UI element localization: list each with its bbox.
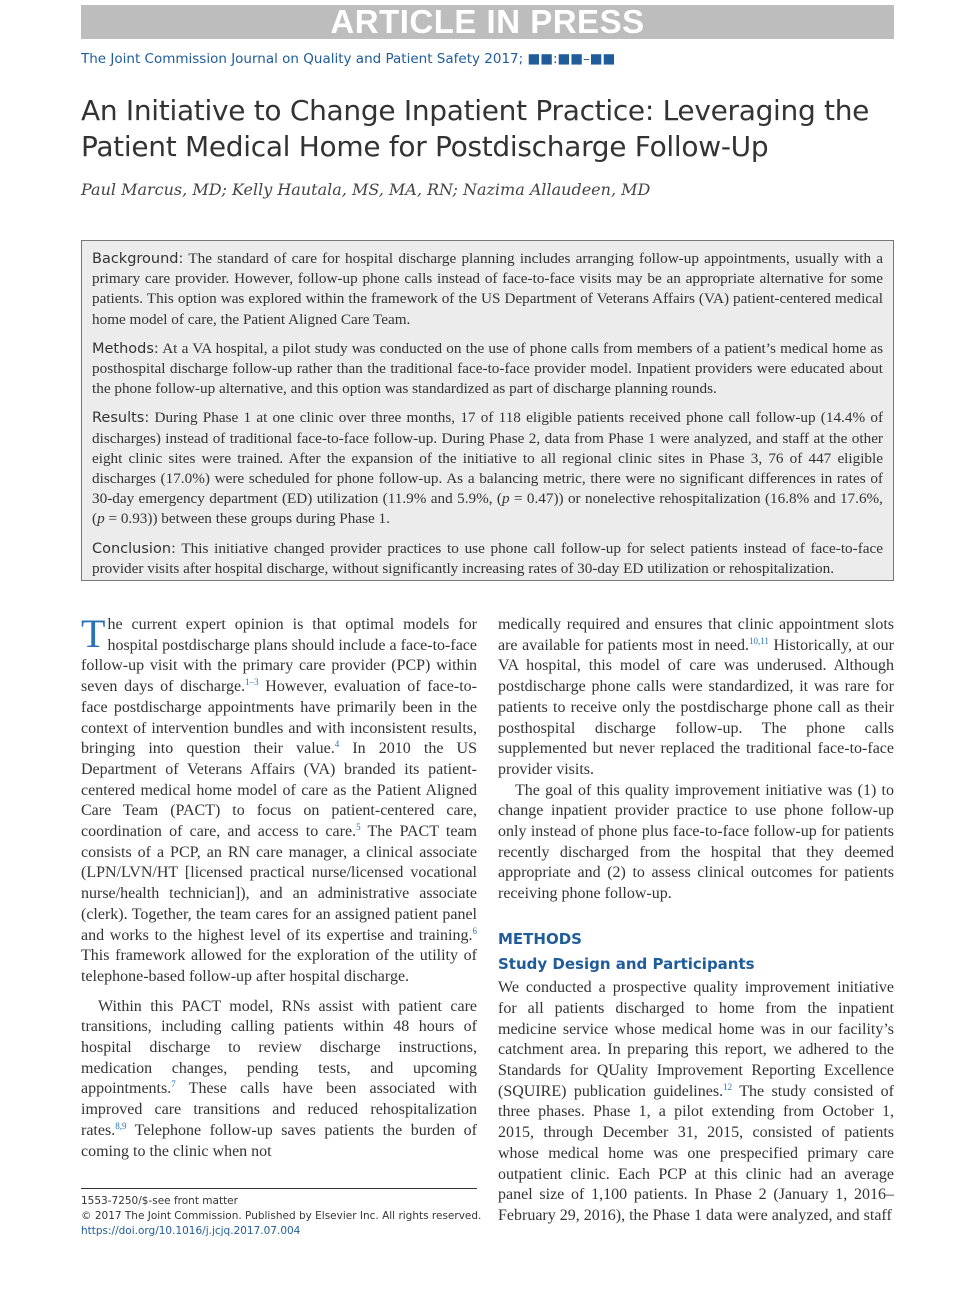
abstract-results xyxy=(92,408,883,529)
citation-link[interactable]: 12 xyxy=(723,1081,733,1092)
abstract-box xyxy=(81,240,894,581)
citation-link[interactable]: 4 xyxy=(334,739,340,750)
article-in-press-banner: ARTICLE IN PRESS xyxy=(81,5,894,39)
copyright-line: © 2017 The Joint Commission. Published by Elsevier Inc. All rights reserved. xyxy=(81,1210,482,1222)
author-list: Paul Marcus, MD; Kelly Hautala, MS, MA, RN; Nazima Allaudeen, MD xyxy=(81,180,651,199)
abstract-methods xyxy=(92,339,883,400)
intro-paragraph-2 xyxy=(81,997,477,1163)
paragraph-text: The PACT team consists of a PCP, an RN care manager, a clinical associate (LPN/LVN/HT [licensed practical nurse/licensed vocational nurse/health technician]), and an administrative associate (clerk). Together, the team cares for an assigned patient panel and works to the highest level of its expertise and training. xyxy=(81,823,477,944)
paragraph-text: medically required and ensures that clinic appointment slots are available for patients most in need. xyxy=(498,616,894,654)
drop-cap: T xyxy=(81,611,106,656)
background-text: The standard of care for hospital discharge planning includes arranging follow-up appointments, usually with a primary care provider. However, follow-up phone calls instead of face-to-face visits may be an appropriate alternative for some patients. This option was explored within the framework of the US Department of Veterans Affairs (VA) patient-centered medical home model of care, the Patient Aligned Care Team. xyxy=(92,250,883,328)
abstract-conclusion xyxy=(92,539,883,579)
results-text: During Phase 1 at one clinic over three months, 17 of 118 eligible patients received phone call follow-up (14.4% of discharges) instead of traditional face-to-face follow-up. During Phase 2, data from Phase 1 were analyzed, and staff at the other eight clinic sites were trained. After the expansion of the initiative to all regional clinic sites in Phase 3, 76 of 447 eligible discharges (17.0%) were scheduled for phone follow-up. As a balancing metric, there were no significant differences in rates of 30-day emergency department (ED) utilization (11.9% and 5.9%, ( xyxy=(92,409,884,508)
issn-line: 1553-7250/$-see front matter xyxy=(81,1195,238,1207)
journal-citation: The Joint Commission Journal on Quality and Patient Safety 2017; ■■:■■–■■ xyxy=(81,51,616,67)
methods-paragraph-1 xyxy=(498,978,894,1226)
paragraph-text: Historically, at our VA hospital, this model of care was underused. Although postdischarge phone calls were standardized, it was rare for patients to receive only the postdischarge phone call as their posthospital discharge follow-up. The phone calls supplemented but never replaced the traditional face-to-face provider visits. xyxy=(498,636,894,778)
article-title: An Initiative to Change Inpatient Practice: Leveraging the Patient Medical Home for Postdischarge Follow-Up xyxy=(81,94,870,163)
citation-link[interactable]: 8,9 xyxy=(115,1120,127,1131)
paragraph-text: These calls have been associated with improved care transitions and reduced rehospitalization rates. xyxy=(81,1080,477,1139)
doi-link[interactable]: https://doi.org/10.1016/j.jcjq.2017.07.004 xyxy=(81,1225,301,1237)
footer-divider xyxy=(81,1188,477,1189)
left-text-column xyxy=(81,611,478,1162)
paragraph-text: The study consisted of three phases. Phase 1, a pilot extending from October 1, 2015, through December 31, 2015, consisted of patients whose medical home was one prespecified primary care outpatient clinic. Each PCP at this clinic had an average panel size of 1,100 patients. In Phase 2 (January 1, 2016–February 29, 2016), the Phase 1 data were analyzed, and staff xyxy=(498,1082,894,1224)
background-heading: Background: xyxy=(92,251,184,267)
methods-text: At a VA hospital, a pilot study was conducted on the use of phone calls from members of a patient’s medical home as posthospital discharge follow-up rather than the traditional face-to-face provider model. Inpatient providers were educated about the phone follow-up alternative, and this option was standardized as part of discharge planning rounds. xyxy=(92,339,883,398)
paragraph-text: he current expert opinion is that optimal models for hospital postdischarge plans should include a face-to-face follow-up visit with the primary care provider (PCP) within seven days of discharge. xyxy=(81,616,477,696)
methods-section-heading: METHODS xyxy=(498,929,582,948)
paragraph-text: Within this PACT model, RNs assist with patient care transitions, including calling patients within 48 hours of hospital discharge to review discharge instructions, medication changes, pending tests, and upcoming appointments. xyxy=(81,997,477,1098)
paragraph-text: We conducted a prospective quality improvement initiative for all patients discharged to home from the inpatient medicine service whose medical home was in our facility’s catchment area. In preparing this report, we adhered to the Standards for QUality Improvement Reporting Excellence (SQUIRE) publication guidelines. xyxy=(498,979,894,1100)
citation-link[interactable]: 7 xyxy=(171,1079,176,1090)
p-value-symbol: p xyxy=(501,490,510,508)
methods-heading: Methods: xyxy=(92,340,159,357)
right-text-column xyxy=(498,615,894,1227)
conclusion-text: This initiative changed provider practices to use phone call follow-up for select patients instead of face-to-face provider visits after hospital discharge, without significantly increasing rates of 30-day ED utilization or rehospitalization. xyxy=(92,539,883,577)
abstract-background xyxy=(92,249,883,330)
paragraph-text: In 2010 the US Department of Veterans Affairs (VA) branded its patient-centered medical home model of care as the Patient Aligned Care Team (PACT) to focus on patient-centered care, coordination of care, and access to care. xyxy=(81,740,477,841)
results-heading: Results: xyxy=(92,410,150,427)
intro-paragraph-1 xyxy=(81,611,478,988)
paragraph-text: However, evaluation of face-to-face postdischarge appointments have primarily been in the context of intervention bundles and with inconsistent results, bringing into question their value. xyxy=(81,678,478,758)
citation-link[interactable]: 6 xyxy=(472,925,477,936)
citation-link[interactable]: 10,11 xyxy=(748,635,769,646)
citation-link[interactable]: 1–3 xyxy=(245,677,259,688)
paragraph-text: This framework allowed for the exploration of the utility of telephone-based follow-up after hospital discharge. xyxy=(81,947,477,985)
citation-link[interactable]: 5 xyxy=(356,822,361,833)
paragraph-text: Telephone follow-up saves patients the burden of coming to the clinic when not xyxy=(81,1121,477,1160)
study-design-heading: Study Design and Participants xyxy=(498,954,755,973)
conclusion-heading: Conclusion: xyxy=(92,540,176,557)
results-text: = 0.47)) or nonelective rehospitalization (16.8% and 17.6%, ( xyxy=(92,490,883,528)
intro-paragraph-4: The goal of this quality improvement initiative was (1) to change inpatient provider practice to use phone follow-up only instead of phone plus face-to-face follow-up for patients recently discharged from the hospital that they deemed appropriate and (2) to assess clinical outcomes for patients receiving phone follow-up. xyxy=(498,781,894,903)
p-value-symbol: p xyxy=(97,510,105,528)
footer-notes xyxy=(81,1194,482,1239)
intro-paragraph-3 xyxy=(498,615,894,781)
results-text: = 0.93)) between these groups during Phase 1. xyxy=(104,510,390,528)
